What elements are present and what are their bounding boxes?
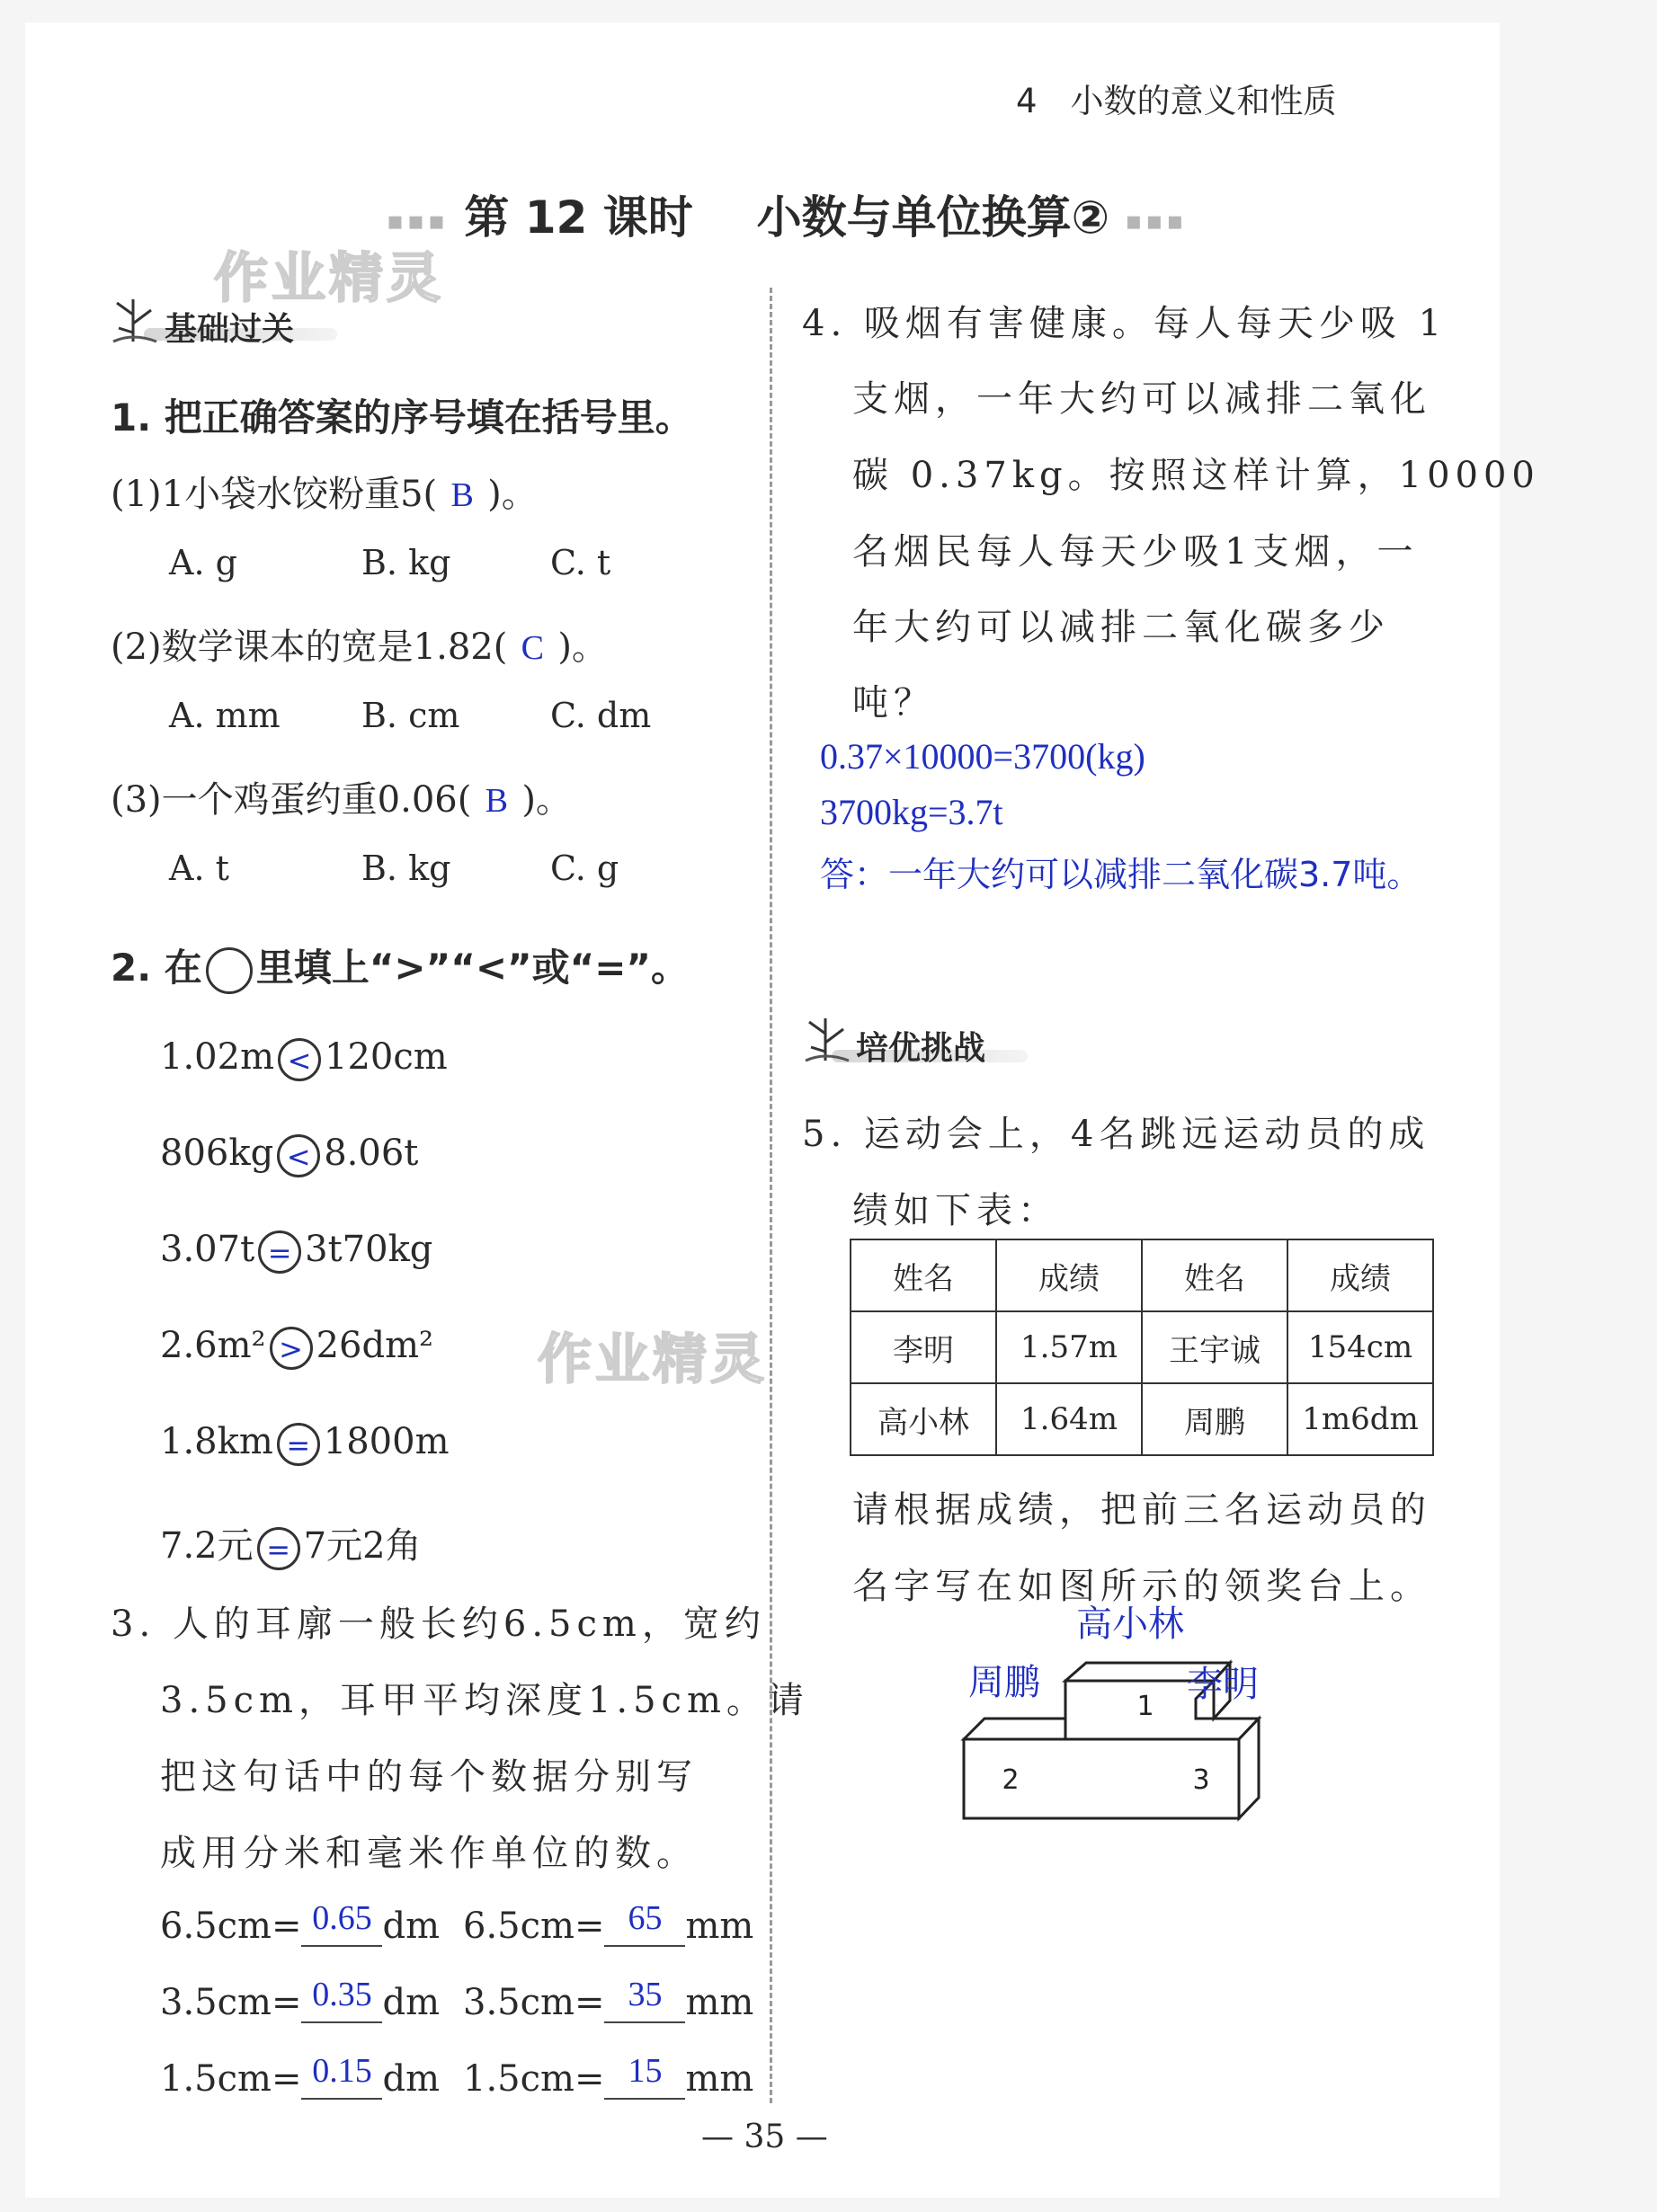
q5-line-2: 绩如下表： (852, 1190, 1059, 1231)
q4-line-6: 吨？ (852, 682, 935, 724)
podium-third-number: 3 (1192, 1764, 1210, 1796)
table-row (851, 1239, 1433, 1311)
q3-row-3-b-text: 1.5cm= (463, 2058, 605, 2100)
q2-row-5-right: 1800m (323, 1421, 450, 1462)
q1-item-2-option-c: C. dm (550, 696, 652, 735)
q4-answer-line-1: 0.37×10000=3700(kg) (820, 736, 1145, 777)
q2-row-2-right: 8.06t (324, 1133, 419, 1174)
bamboo-icon (798, 1011, 852, 1065)
q2-row-1-sign: < (278, 1038, 321, 1081)
q2-row-3-right: 3t70kg (305, 1229, 433, 1270)
q3-row-1-a-text: 6.5cm= (160, 1906, 302, 1947)
chapter-header: 4 小数的意义和性质 (1016, 82, 1337, 120)
table-header-cell: 成绩 (1287, 1239, 1433, 1311)
q1-item-2-answer: C (521, 629, 544, 667)
q4-line-4: 名烟民每人每天少吸1支烟，一 (852, 531, 1419, 573)
q1-item-1-option-a: A. g (169, 543, 237, 582)
q2-row-6-right: 7元2角 (303, 1525, 422, 1567)
q2-row-5-sign: = (277, 1423, 320, 1466)
q3-row-1-a-unit: dm (382, 1906, 441, 1947)
q3-row-3-a-unit: dm (382, 2058, 441, 2100)
q1-item-2-text: (2)数学课本的宽是1.82( (111, 626, 508, 668)
q2-row-1 (160, 1036, 448, 1081)
q2-row-3-left: 3.07t (160, 1229, 255, 1270)
table-cell: 1.64m (996, 1383, 1142, 1455)
table-cell: 周鹏 (1142, 1383, 1287, 1455)
q1-item-3-option-a: A. t (169, 848, 229, 888)
q1-item-2 (111, 618, 608, 670)
q4-line-5: 年大约可以减排二氧化碳多少 (852, 607, 1390, 648)
q1-item-2-suffix: )。 (557, 626, 608, 668)
bamboo-icon (106, 292, 160, 346)
q3-line-1: 3. 人的耳廓一般长约6.5cm，宽约 (111, 1603, 766, 1645)
table-header-cell: 姓名 (851, 1239, 996, 1311)
q1-item-1-option-b: B. kg (361, 543, 451, 582)
lesson-number: 第 12 课时 (464, 191, 693, 244)
q4-line-3: 碳 0.37kg。按照这样计算，10000 (852, 455, 1540, 496)
q3-row-2-left (160, 1976, 441, 2023)
q2-row-4-left: 2.6m² (160, 1325, 266, 1366)
q3-row-3-a-blank (301, 2052, 382, 2100)
q1-item-3-option-c: C. g (550, 848, 619, 888)
section-basic-title: 基础过关 (165, 311, 295, 348)
q3-row-3-b-answer: 15 (628, 2052, 663, 2090)
q3-row-2-a-answer: 0.35 (312, 1976, 372, 2013)
table-header-cell: 姓名 (1142, 1239, 1287, 1311)
table-header-cell: 成绩 (996, 1239, 1142, 1311)
title-dots-left: ▪▪▪ (387, 206, 449, 235)
table-row (851, 1383, 1433, 1455)
empty-circle-icon (206, 947, 253, 994)
watermark: 作业精灵 (538, 1328, 768, 1391)
q1-item-1-answer: B (450, 476, 474, 514)
q3-row-1-b-text: 6.5cm= (463, 1906, 605, 1947)
q1-item-2-option-b: B. cm (361, 696, 460, 735)
table-cell: 高小林 (851, 1383, 996, 1455)
podium-first-name: 高小林 (1076, 1603, 1184, 1645)
q2-row-4-right: 26dm² (316, 1325, 434, 1366)
lesson-title (387, 182, 1187, 246)
q3-row-2-b-unit: mm (685, 1982, 754, 2023)
q3-row-2-b-blank (604, 1976, 685, 2023)
podium-first-number: 1 (1136, 1691, 1154, 1722)
q3-row-2-a-text: 3.5cm= (160, 1982, 302, 2023)
q1-item-1 (111, 466, 538, 517)
q3-row-1-b-unit: mm (685, 1906, 754, 1947)
table-cell: 李明 (851, 1311, 996, 1383)
q1-item-1-suffix: )。 (487, 474, 538, 515)
q4-answer-line-2: 3700kg=3.7t (820, 792, 1003, 832)
q3-row-3-a-answer: 0.15 (312, 2052, 372, 2090)
q4-answer-line-3: 答：一年大约可以减排二氧化碳3.7吨。 (820, 855, 1421, 894)
q1-item-3-answer: B (485, 782, 508, 820)
q5-after-line-1: 请根据成绩，把前三名运动员的 (852, 1489, 1431, 1531)
q2-row-6 (160, 1517, 422, 1570)
q1-item-3-option-b: B. kg (361, 848, 451, 888)
q4-line-2: 支烟，一年大约可以减排二氧化 (852, 378, 1431, 420)
q3-row-1-right (463, 1899, 754, 1947)
q2-row-1-right: 120cm (325, 1036, 448, 1078)
table-row (851, 1311, 1433, 1383)
q1-item-3 (111, 771, 572, 822)
q2-stem-end: 里填上“>”“<”或“=”。 (255, 946, 690, 990)
q3-row-2-b-answer: 35 (628, 1976, 663, 2013)
podium-third-name: 李明 (1187, 1664, 1259, 1705)
q2-row-3 (160, 1229, 432, 1274)
q2-row-1-left: 1.02m (160, 1036, 274, 1078)
q2-row-2 (160, 1133, 418, 1177)
q1-item-1-option-c: C. t (550, 543, 611, 582)
q3-row-2-b-text: 3.5cm= (463, 1982, 605, 2023)
q5-line-1: 5. 运动会上，4名跳远运动员的成 (802, 1114, 1430, 1155)
q3-row-1-b-blank (604, 1899, 685, 1947)
column-divider (770, 288, 772, 2103)
q1-item-2-option-a: A. mm (169, 696, 281, 735)
q5-after-line-2: 名字写在如图所示的领奖台上。 (852, 1566, 1431, 1607)
q1-item-3-text: (3)一个鸡蛋约重0.06( (111, 779, 472, 821)
q1-item-1-text: (1)1小袋水饺粉重5( (111, 474, 438, 515)
q3-line-4: 成用分米和毫米作单位的数。 (160, 1833, 698, 1874)
q3-row-2-a-blank (301, 1976, 382, 2023)
q4-line-1: 4. 吸烟有害健康。每人每天少吸 1 (802, 303, 1448, 344)
table-cell: 1m6dm (1287, 1383, 1433, 1455)
q2-row-5-left: 1.8km (160, 1421, 273, 1462)
q3-row-3-right (463, 2052, 754, 2100)
title-dots-right: ▪▪▪ (1125, 206, 1188, 235)
q3-row-1-b-answer: 65 (628, 1899, 663, 1937)
q1-item-3-suffix: )。 (521, 779, 572, 821)
q2-row-2-sign: < (277, 1134, 320, 1177)
q3-row-2-right (463, 1976, 754, 2023)
q3-row-1-left (160, 1899, 441, 1947)
table-cell: 154cm (1287, 1311, 1433, 1383)
q3-line-2: 3.5cm，耳甲平均深度1.5cm。请 (160, 1680, 809, 1721)
q2-row-6-left: 7.2元 (160, 1525, 254, 1567)
q2-stem (111, 938, 689, 994)
q3-row-1-a-answer: 0.65 (312, 1899, 372, 1937)
q2-row-3-sign: = (258, 1230, 301, 1274)
podium-second-number: 2 (1002, 1764, 1020, 1796)
section-advanced-title: 培优挑战 (856, 1030, 986, 1067)
q3-row-3-a-text: 1.5cm= (160, 2058, 302, 2100)
lesson-topic: 小数与单位换算② (756, 191, 1109, 244)
q2-row-2-left: 806kg (160, 1133, 274, 1174)
watermark: 作业精灵 (214, 247, 444, 310)
q2-stem-start: 2. 在 (111, 946, 202, 990)
q3-row-3-b-blank (604, 2052, 685, 2100)
podium-second-name: 周鹏 (968, 1662, 1040, 1703)
scores-table (850, 1239, 1434, 1456)
q2-row-6-sign: = (257, 1527, 300, 1570)
q3-row-1-a-blank (301, 1899, 382, 1947)
q2-row-4 (160, 1325, 433, 1370)
q3-row-2-a-unit: dm (382, 1982, 441, 2023)
q2-row-5 (160, 1421, 450, 1466)
q3-row-3-left (160, 2052, 441, 2100)
page-number: — 35 — (701, 2119, 828, 2155)
table-cell: 王宇诚 (1142, 1311, 1287, 1383)
q1-stem: 1. 把正确答案的序号填在括号里。 (111, 395, 693, 440)
q3-line-3: 把这句话中的每个数据分别写 (160, 1756, 698, 1798)
table-cell: 1.57m (996, 1311, 1142, 1383)
q3-row-3-b-unit: mm (685, 2058, 754, 2100)
q2-row-4-sign: > (270, 1327, 313, 1370)
